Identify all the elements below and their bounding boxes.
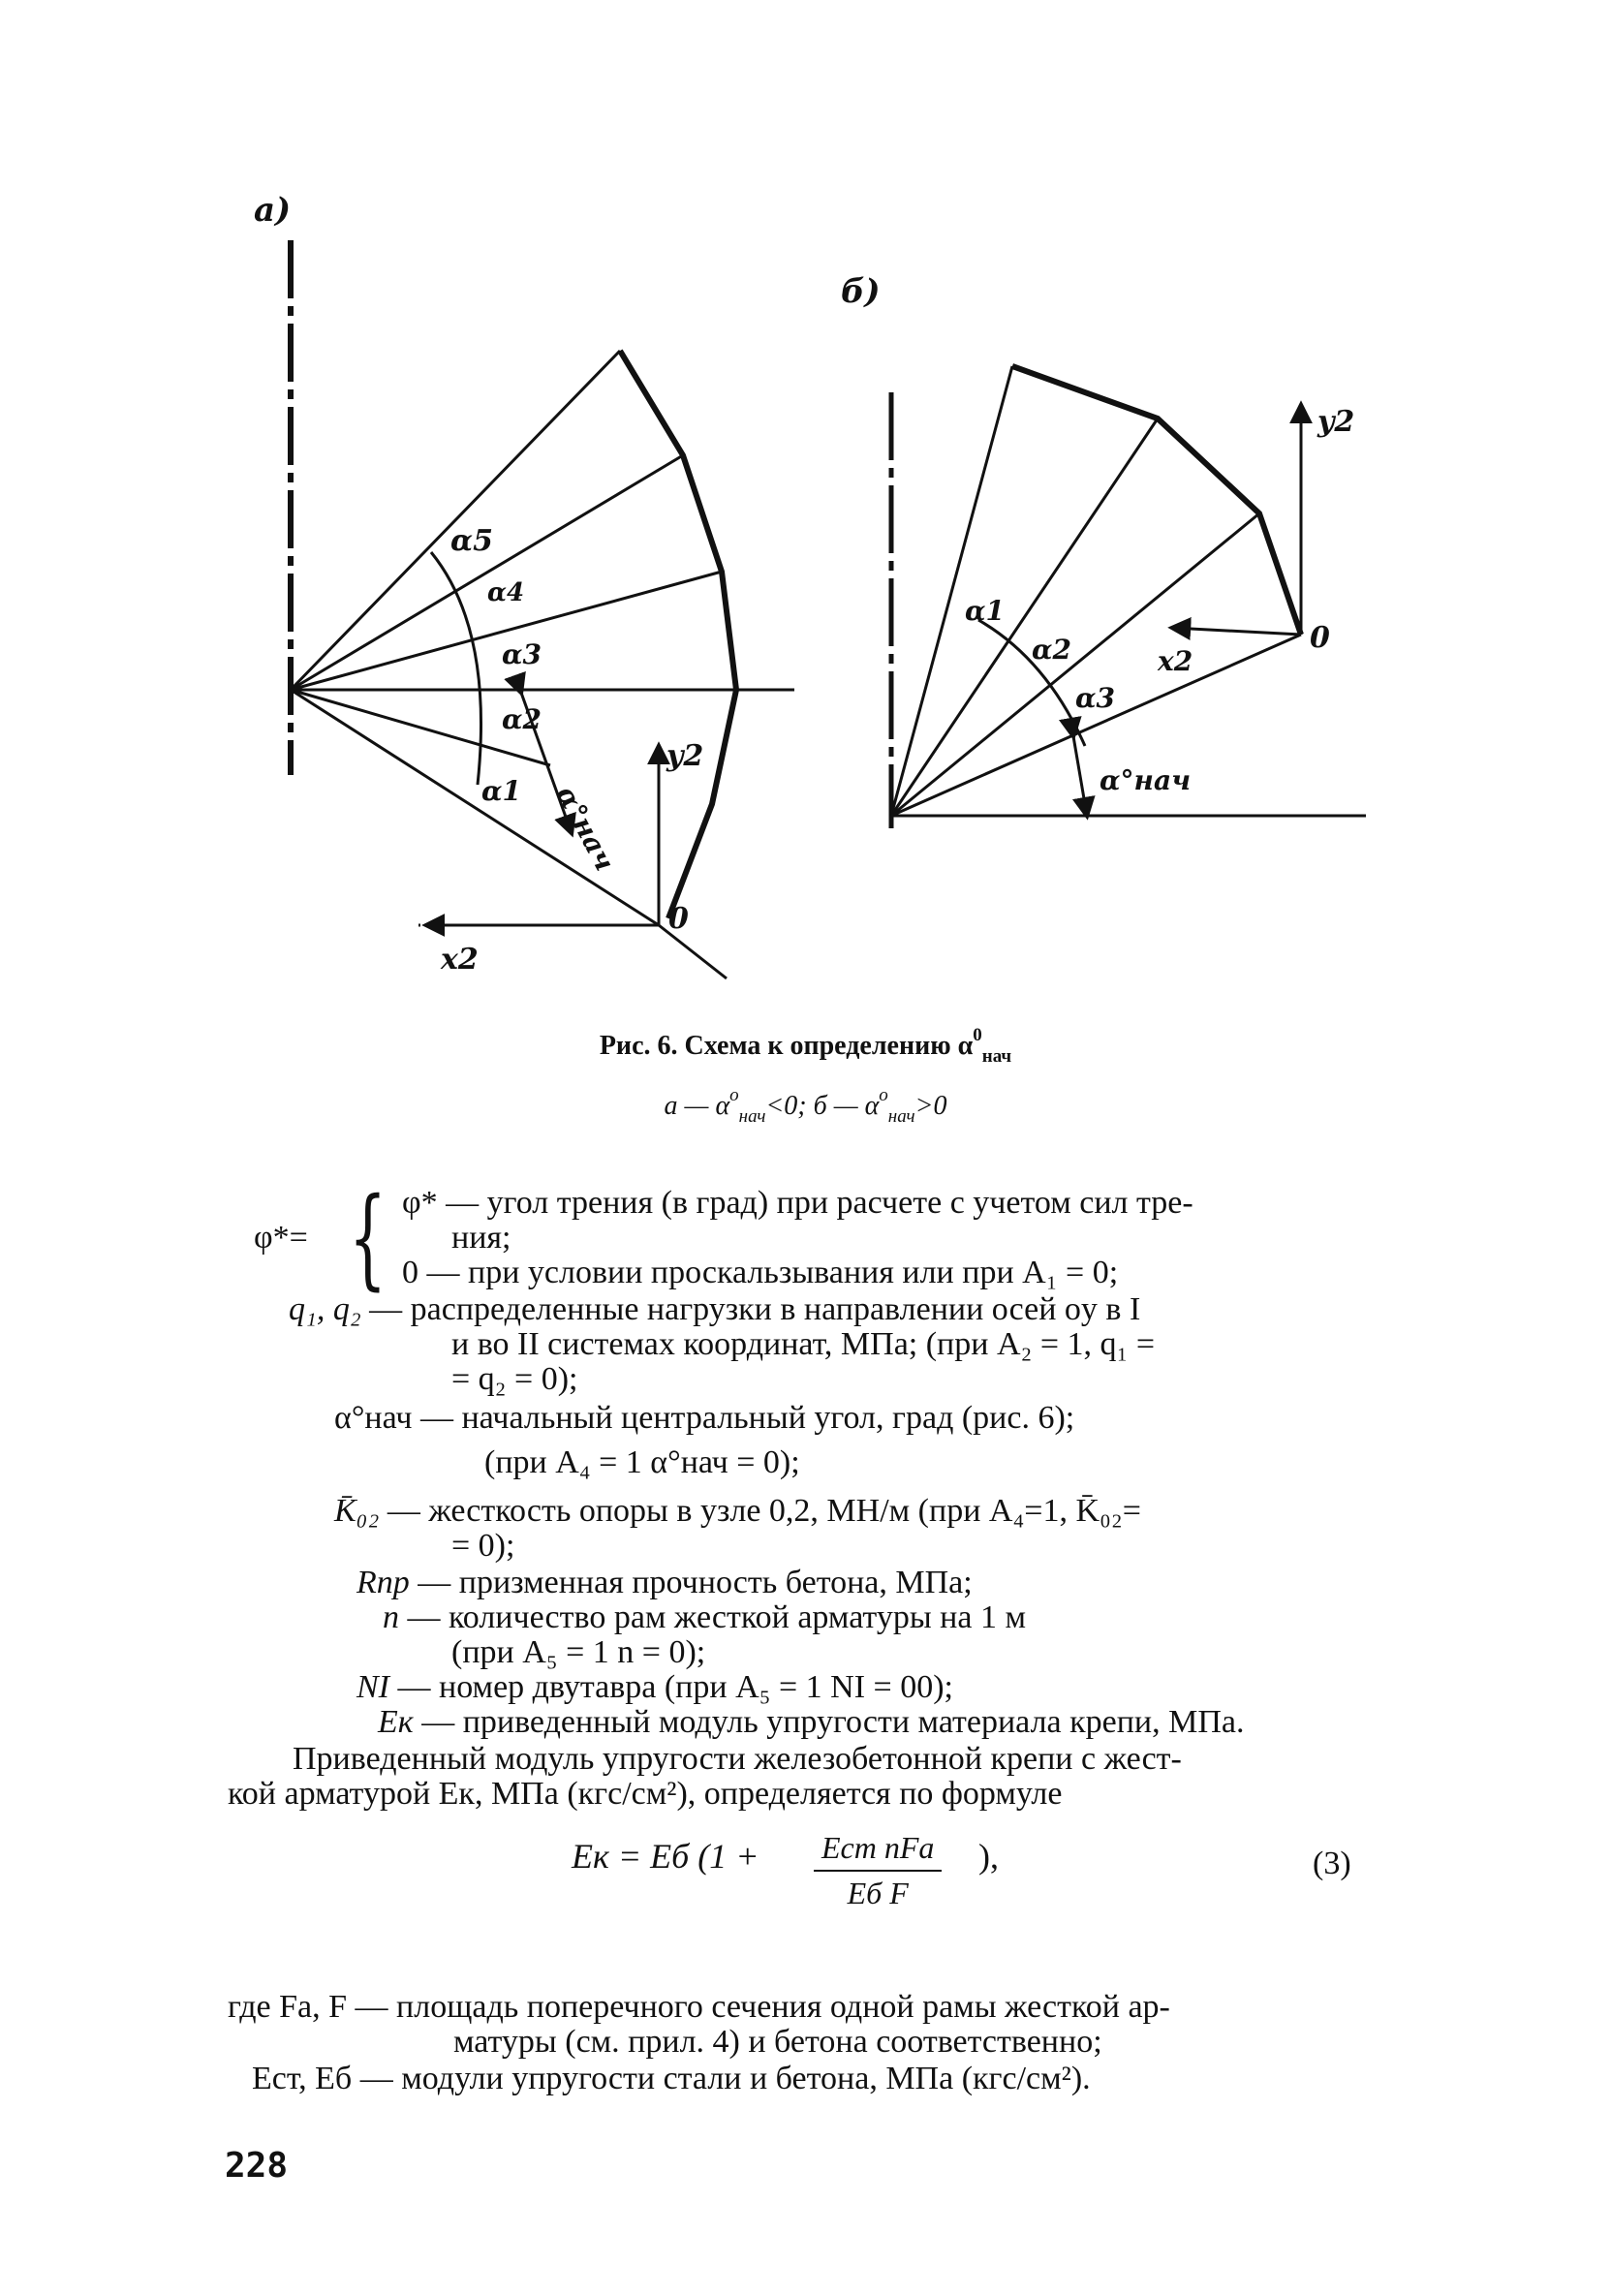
- b-panel-label: б): [841, 272, 881, 311]
- b-origin-label: 0: [1310, 621, 1330, 655]
- figure-6: [0, 0, 1611, 1017]
- where-line-1: где Fа, F — площадь поперечного сечения одной рамы жесткой ар-: [228, 1989, 1170, 2025]
- b-y2-label: y2: [1317, 405, 1355, 439]
- a-start-angle: α°нач: [549, 780, 622, 877]
- b-angle-1: α1: [965, 595, 1006, 627]
- formula-lhs: Eк = Eб (1 +: [572, 1837, 759, 1876]
- def-line-8: (при A₄ = 1 α°нач = 0);: [484, 1444, 800, 1480]
- a-x2-label: x2: [441, 943, 479, 977]
- a-angle-5: α5: [450, 524, 493, 558]
- a-angle-3: α3: [502, 638, 542, 670]
- def-line-11: Rпр — призменная прочность бетона, МПа;: [356, 1565, 973, 1600]
- figure-caption-title: Рис. 6. Схема к определению $\alpha^0_{нач}$: [599, 1025, 1012, 1067]
- formula-fraction: [814, 1830, 942, 1911]
- b-angle-3: α3: [1075, 682, 1116, 714]
- phi-lhs: φ*=: [254, 1220, 308, 1256]
- equation-number: (3): [1313, 1846, 1351, 1881]
- formula-numerator: Eст nFа: [814, 1830, 942, 1872]
- a-angle-1: α1: [481, 775, 522, 807]
- where-line-3: Eст, Eб — модули упругости стали и бетона, МПа (кгс/см²).: [252, 2061, 1091, 2096]
- def-line-13: (при A₅ = 1 n = 0);: [451, 1634, 706, 1670]
- def-line-10: = 0);: [451, 1528, 515, 1564]
- b-angle-2: α2: [1032, 634, 1072, 666]
- a-y2-label: y2: [666, 739, 704, 773]
- paragraph-line-2: кой арматурой Eк, МПа (кгс/см²), определяется по формуле: [228, 1776, 1063, 1812]
- def-line-5: и во II системах координат, МПа; (при A₂ = 1, q₁ =: [451, 1326, 1156, 1362]
- a-origin-label: 0: [668, 902, 689, 936]
- figure-caption-legend: а — $\alpha^о_{нач}<0$; б — $\alpha^о_{нач}>0$: [664, 1085, 947, 1127]
- a-angle-4: α4: [487, 578, 525, 607]
- def-line-14: NI — номер двутавра (при A₅ = 1 NI = 00);: [356, 1669, 953, 1705]
- a-angle-2: α2: [502, 703, 542, 735]
- def-line-12: n — количество рам жесткой арматуры на 1 м: [383, 1599, 1026, 1635]
- b-start-angle: α°нач: [1100, 764, 1192, 796]
- panel-a: [291, 240, 794, 978]
- formula-denominator: Eб F: [847, 1876, 909, 1910]
- b-x2-label: x2: [1158, 645, 1193, 677]
- def-line-3: 0 — при условии проскальзывания или при A₁ = 0;: [402, 1255, 1119, 1290]
- def-line-7: α°нач — начальный центральный угол, град (рис. 6);: [334, 1400, 1075, 1436]
- page-number: 228: [225, 2146, 289, 2186]
- formula-rhs: ),: [978, 1837, 999, 1876]
- curly-brace: {: [349, 1175, 387, 1301]
- panel-b: [891, 366, 1366, 828]
- def-line-15: Eк — приведенный модуль упругости материала крепи, МПа.: [378, 1704, 1245, 1740]
- def-line-4: q₁, q₂ — распределенные нагрузки в направлении осей oy в I: [289, 1291, 1141, 1327]
- a-panel-label: а): [254, 191, 292, 230]
- paragraph-line-1: Приведенный модуль упругости железобетонной крепи с жест-: [293, 1741, 1182, 1777]
- def-line-9: K̄₀₂ — жесткость опоры в узле 0,2, МН/м (при A₄=1, K̄₀₂=: [334, 1493, 1141, 1529]
- where-line-2: матуры (см. прил. 4) и бетона соответственно;: [453, 2024, 1102, 2060]
- b-lining-contour: [1012, 366, 1301, 635]
- def-line-2: ния;: [451, 1220, 511, 1256]
- a-lining-contour: [620, 351, 736, 918]
- def-line-1: φ* — угол трения (в град) при расчете с учетом сил тре-: [402, 1185, 1193, 1221]
- formula-3: [572, 1830, 999, 1910]
- b-x2-axis: [1172, 628, 1301, 635]
- def-line-6: = q₂ = 0);: [451, 1361, 578, 1397]
